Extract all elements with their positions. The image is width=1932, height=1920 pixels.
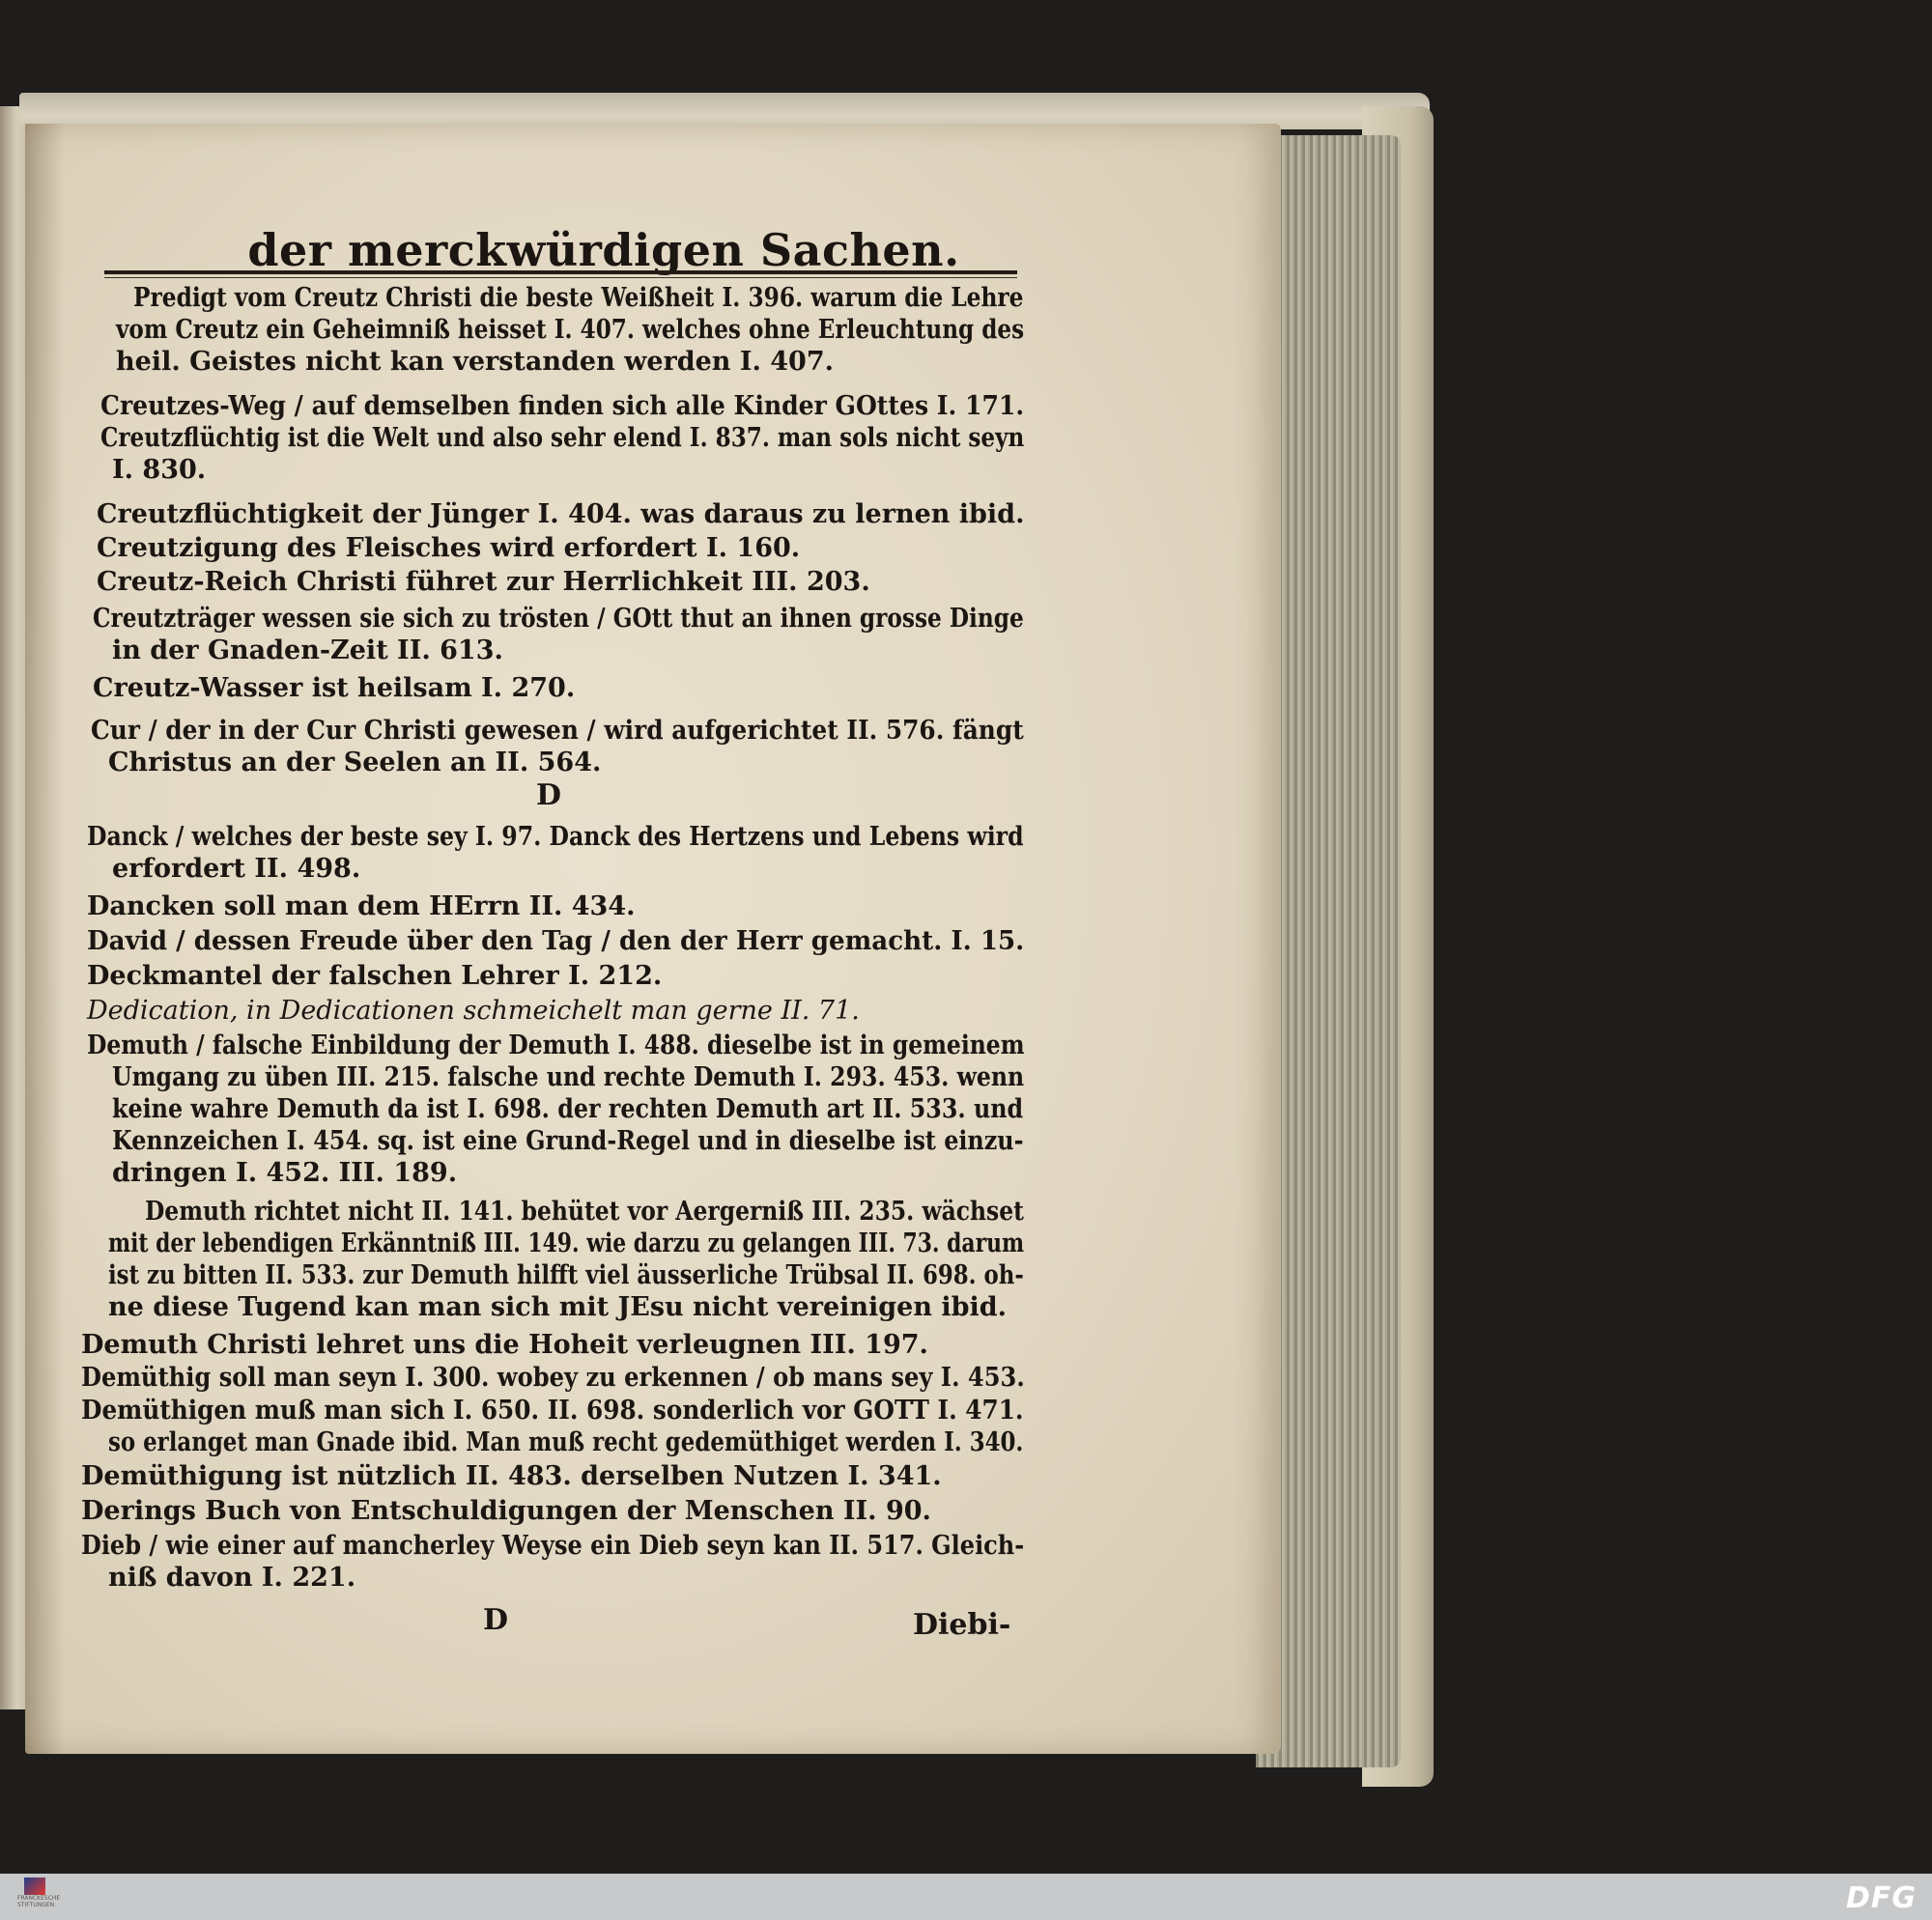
header-rule [104,270,1017,274]
index-line: niß davon I. 221. [108,1563,356,1593]
catchword: Diebi- [913,1608,1011,1642]
index-line: Christus an der Seelen an II. 564. [108,748,602,777]
institution-logo-icon [24,1878,45,1895]
index-line: Kennzeichen I. 454. sq. ist eine Grund-Regel und in dieselbe ist einzu- [112,1126,1024,1156]
index-line: Creutzes-Weg / auf demselben finden sich alle Kinder GOttes I. 171. [100,391,1025,421]
section-letter: D [536,778,562,812]
index-line: I. 830. [112,455,207,485]
index-line: mit der lebendigen Erkänntniß III. 149. wie darzu zu gelangen III. 73. darum [108,1228,1025,1258]
index-line: heil. Geistes nicht kan verstanden werden I. 407. [116,347,835,377]
running-header: der merckwürdigen Sachen. [247,224,960,276]
index-line: Creutzflüchtig ist die Welt und also sehr elend I. 837. man sols nicht seyn [100,423,1025,453]
index-line: Dieb / wie einer auf mancherley Weyse ein Dieb seyn kan II. 517. Gleich- [81,1531,1025,1561]
header-rule-thin [104,277,1017,278]
index-line: Danck / welches der beste sey I. 97. Danck des Hertzens und Lebens wird [87,822,1024,852]
index-line: Demuth / falsche Einbildung der Demuth I. 488. dieselbe ist in gemeinem [87,1031,1025,1060]
institution-logo-caption: FRANCKESCHE STIFTUNGEN [17,1895,61,1908]
index-line: Demuth richtet nicht II. 141. behütet vor Aergerniß III. 235. wächset [145,1197,1024,1227]
index-line: Predigt vom Creutz Christi die beste Weißheit I. 396. warum die Lehre [133,283,1024,313]
index-line: Deckmantel der falschen Lehrer I. 212. [87,961,663,991]
index-line: Creutz-Reich Christi führet zur Herrlichkeit III. 203. [97,567,870,597]
index-line: so erlanget man Gnade ibid. Man muß recht gedemüthiget werden I. 340. [108,1427,1024,1457]
index-line: Cur / der in der Cur Christi gewesen / wird aufgerichtet II. 576. fängt [91,716,1024,746]
index-line: David / dessen Freude über den Tag / den der Herr gemacht. I. 15. [87,926,1025,956]
viewer-footer-bar [0,1874,1932,1920]
index-line: Dedication, in Dedicationen schmeichelt man gerne II. 71. [87,996,860,1026]
signature-mark: D [483,1603,509,1637]
index-line: Creutz-Wasser ist heilsam I. 270. [93,673,576,703]
index-line: Derings Buch von Entschuldigungen der Menschen II. 90. [81,1496,931,1526]
index-line: Demüthigung ist nützlich II. 483. derselben Nutzen I. 341. [81,1461,942,1491]
index-line: dringen I. 452. III. 189. [112,1158,458,1188]
index-line: Umgang zu üben III. 215. falsche und rechte Demuth I. 293. 453. wenn [112,1062,1025,1092]
index-line: Demuth Christi lehret uns die Hoheit verleugnen III. 197. [81,1330,928,1360]
index-line: ist zu bitten II. 533. zur Demuth hilfft viel äusserliche Trübsal II. 698. oh- [108,1260,1024,1290]
index-line: Demüthigen muß man sich I. 650. II. 698. sonderlich vor GOTT I. 471. [81,1396,1024,1426]
index-line: Creutzigung des Fleisches wird erfordert I. 160. [97,533,801,563]
index-line: Dancken soll man dem HErrn II. 434. [87,891,636,921]
index-line: ne diese Tugend kan man sich mit JEsu nicht vereinigen ibid. [108,1292,1008,1322]
index-line: vom Creutz ein Geheimniß heisset I. 407. welches ohne Erleuchtung des [116,315,1025,345]
dfg-logo[interactable]: DFG [1845,1881,1917,1915]
index-line: erfordert II. 498. [112,854,361,884]
index-line: Creutzträger wessen sie sich zu trösten / GOtt thut an ihnen grosse Dinge [93,604,1024,634]
index-line: in der Gnaden-Zeit II. 613. [112,635,503,665]
institution-logo[interactable] [17,1878,61,1916]
index-line: Creutzflüchtigkeit der Jünger I. 404. was daraus zu lernen ibid. [97,499,1025,529]
index-line: Demüthig soll man seyn I. 300. wobey zu erkennen / ob mans sey I. 453. [81,1363,1025,1393]
index-line: keine wahre Demuth da ist I. 698. der rechten Demuth art II. 533. und [112,1094,1024,1124]
